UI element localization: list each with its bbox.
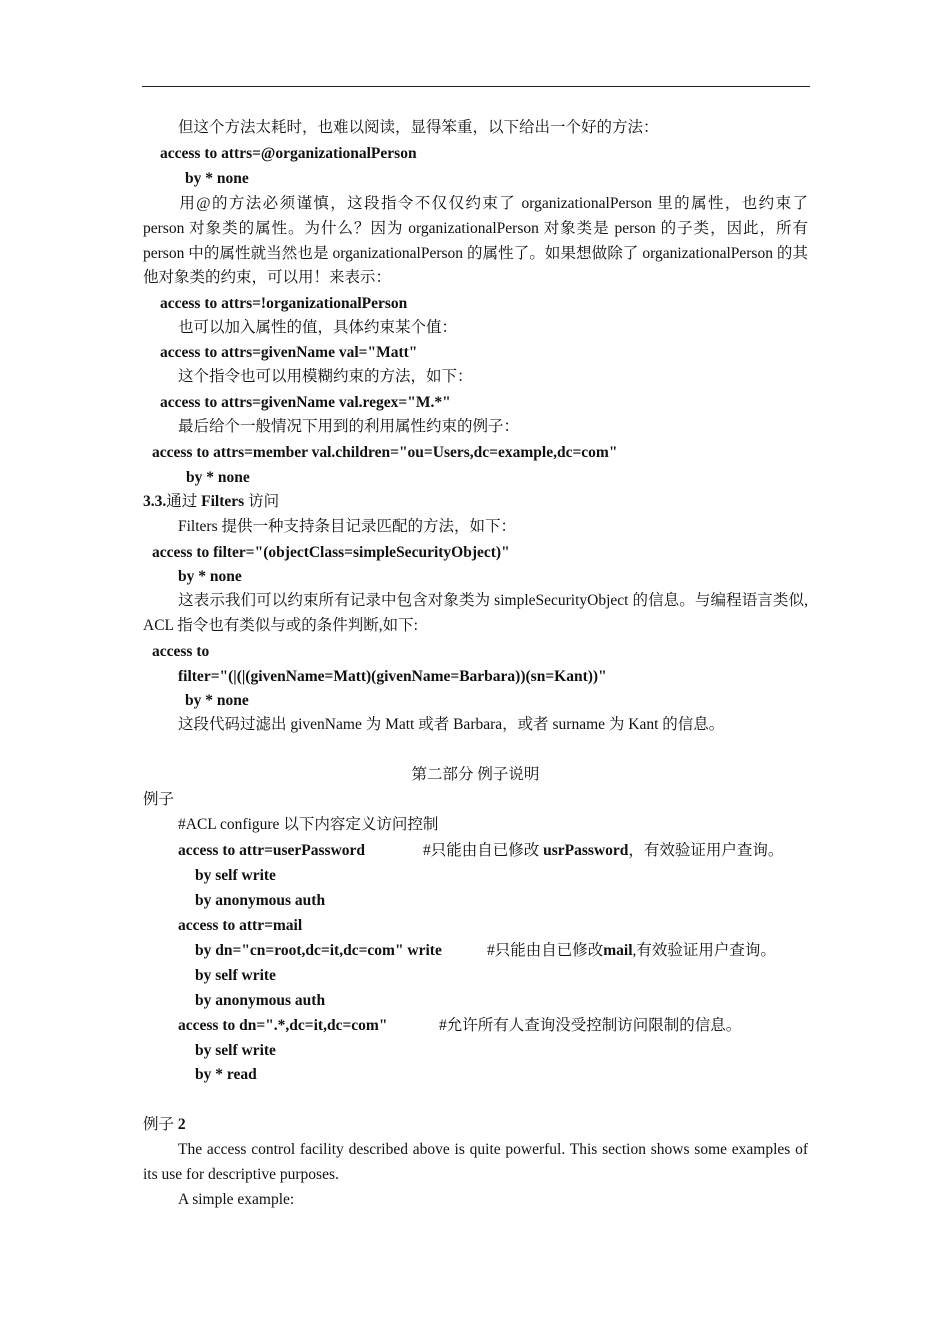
code-line: by anonymous auth xyxy=(195,892,326,909)
code-line: access to attrs=member val.children="ou=Users,dc=example,dc=com" xyxy=(152,444,618,461)
header-rule xyxy=(142,86,810,87)
example-label xyxy=(143,1115,186,1135)
code-line: by self write xyxy=(195,867,276,884)
text-line: A simple example: xyxy=(178,1191,295,1208)
comment-text: ,有效验证用户查询。 xyxy=(632,942,776,959)
example-label-text: 例子 xyxy=(143,1116,178,1133)
section-heading xyxy=(143,492,279,512)
code-comment xyxy=(487,941,776,961)
comment-keyword: usrPassword xyxy=(543,842,629,859)
text-line: 也可以加入属性的值，具体约束某个值： xyxy=(178,319,458,336)
heading-keyword: Filters xyxy=(201,493,245,510)
code-line: access to attrs=!organizationalPerson xyxy=(160,295,408,312)
text-line: 这段代码过滤出 givenName 为 Matt 或者 Barbara，或者 surname 为 Kant 的信息。 xyxy=(178,716,725,733)
paragraph xyxy=(143,1138,808,1188)
code-line: by * none xyxy=(185,170,249,187)
code-line: by self write xyxy=(195,1042,276,1059)
text-line: 最后给个一般情况下用到的利用属性约束的例子： xyxy=(178,418,520,435)
code-line: by * none xyxy=(185,692,249,709)
code-line: access to xyxy=(152,643,210,660)
code-comment xyxy=(423,841,783,861)
paragraph-text: 这表示我们可以约束所有记录中包含对象类为 simpleSecurityObject 的信息。与编程语言类似, ACL 指令也有类似与或的条件判断,如下: xyxy=(143,592,808,634)
paragraph xyxy=(143,589,808,639)
code-line: by dn="cn=root,dc=it,dc=com" write xyxy=(195,942,442,959)
code-line: filter="(|(|(givenName=Matt)(givenName=Barbara))(sn=Kant))" xyxy=(178,668,607,685)
paragraph xyxy=(143,192,808,291)
code-line: access to attrs=givenName val.regex="M.*" xyxy=(160,394,451,411)
comment-text: #只能由自已修改 xyxy=(423,842,544,859)
heading-text: 访问 xyxy=(244,493,280,510)
code-line: access to attrs=@organizationalPerson xyxy=(160,145,417,162)
code-line: access to attrs=givenName val="Matt" xyxy=(160,344,418,361)
paragraph-text: The access control facility described above is quite powerful. This section shows some examples of its use for descriptive purposes. xyxy=(143,1141,808,1183)
code-line: access to dn=".*,dc=it,dc=com" xyxy=(178,1017,388,1034)
heading-text: 通过 xyxy=(166,493,202,510)
code-comment: #允许所有人查询没受控制访问限制的信息。 xyxy=(439,1017,742,1034)
code-line: by anonymous auth xyxy=(195,992,326,1009)
example-label: 例子 xyxy=(143,791,175,808)
text-line: 但这个方法太耗时，也难以阅读，显得笨重，以下给出一个好的方法： xyxy=(178,119,659,136)
code-line: access to attr=userPassword xyxy=(178,842,366,859)
code-line: access to attr=mail xyxy=(178,917,303,934)
comment-text: #只能由自已修改 xyxy=(487,942,604,959)
section-number: 3.3. xyxy=(143,493,167,510)
code-line: by * none xyxy=(178,568,242,585)
comment-text: ，有效验证用户查询。 xyxy=(628,842,784,859)
code-line: by self write xyxy=(195,967,276,984)
text-line: Filters 提供一种支持条目记录匹配的方法，如下： xyxy=(178,518,516,535)
text-line: 这个指令也可以用模糊约束的方法，如下： xyxy=(178,368,473,385)
text-line: #ACL configure 以下内容定义访问控制 xyxy=(178,816,439,833)
code-line: by * none xyxy=(186,469,250,486)
paragraph-text: 用@的方法必须谨慎，这段指令不仅仅约束了 organizationalPerson 里的属性，也约束了 person 对象类的属性。为什么？因为 organizationalPerson 对象类是 person 的子类，因此，所有 person 中的属性就当然也是 organizationalPerson 的属性了。如果想做除了 organizationalPerson 的其他对象类的约束，可以用！来表示： xyxy=(143,195,808,287)
example-number: 2 xyxy=(177,1116,186,1133)
comment-keyword: mail xyxy=(603,942,633,959)
part-heading: 第二部分 例子说明 xyxy=(411,766,540,783)
code-line: access to filter="(objectClass=simpleSecurityObject)" xyxy=(152,544,510,561)
code-line: by * read xyxy=(195,1066,257,1083)
